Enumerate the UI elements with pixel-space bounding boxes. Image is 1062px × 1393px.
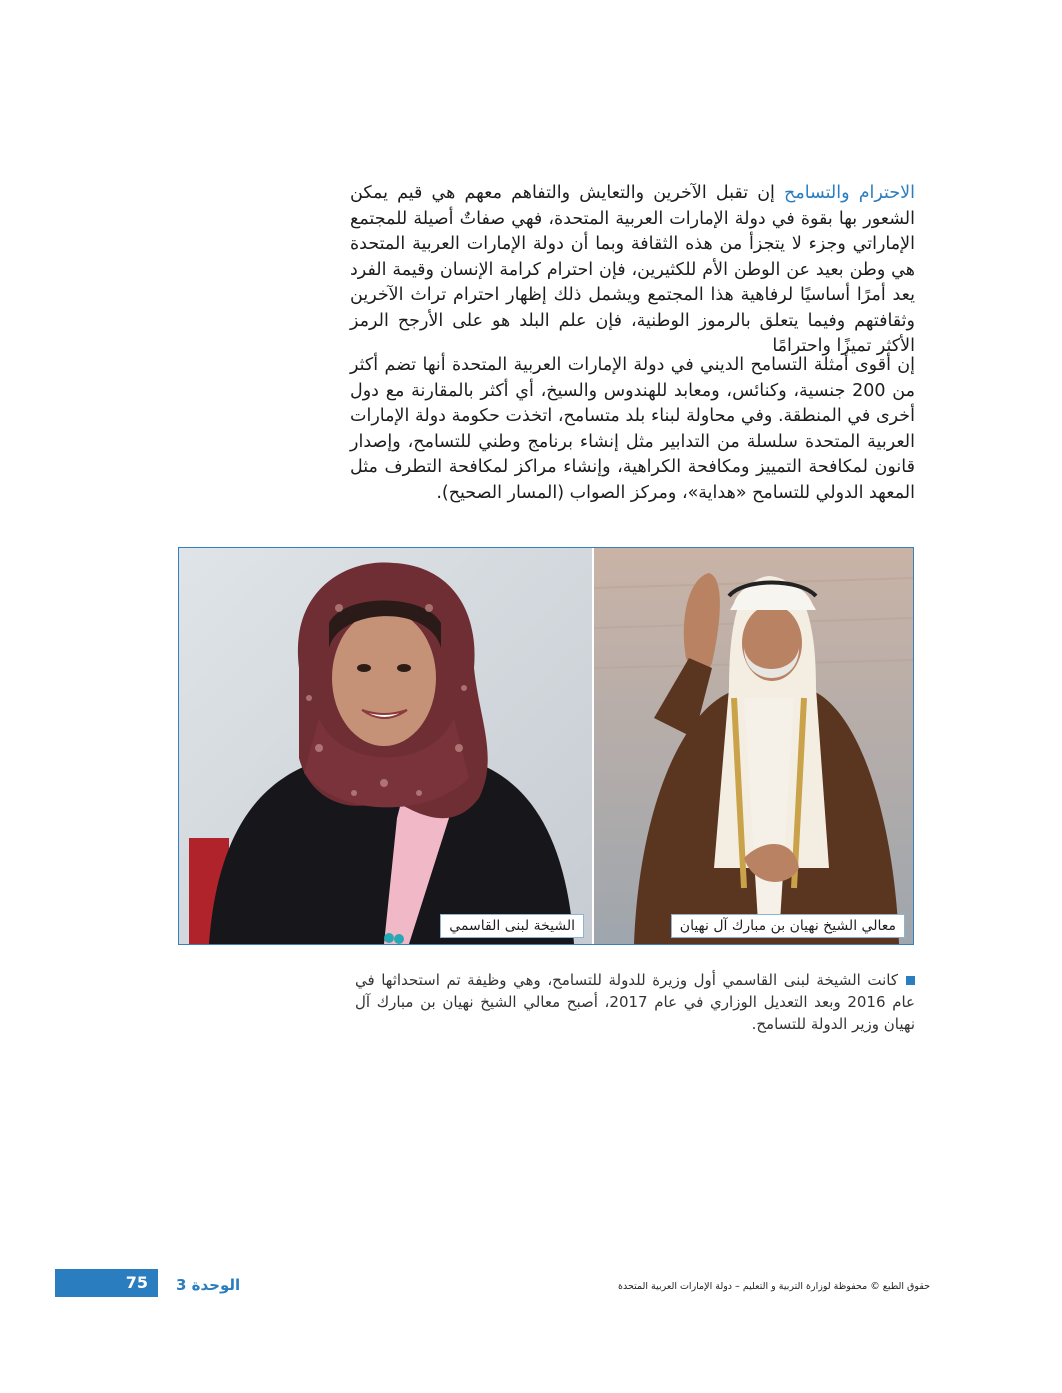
photo-sheikha-lubna [179,548,592,944]
photo-label-sheikha-lubna: الشيخة لبنى القاسمي [440,914,584,938]
paragraph-respect-tolerance [350,181,915,360]
photo-sheikh-nahyan [594,548,913,944]
photo-label-sheikh-nahyan: معالي الشيخ نهيان بن مبارك آل نهيان [671,914,905,938]
paragraph-2-text: إن أقوى أمثلة التسامح الديني في دولة الإمارات العربية المتحدة أنها تضم أكثر من 200 جنسية، وكنائس، ومعابد للهندوس والسيخ، أي أكثر بالمقارنة مع دول أخرى في المنطقة. وفي محاولة لبناء بلد متسامح، اتخذت حكومة دولة الإمارات العربية المتحدة سلسلة من التدابير مثل إنشاء برنامج وطني للتسامح، وإصدار قانون لمكافحة التمييز ومكافحة الكراهية، وإنشاء مراكز لمكافحة التطرف مثل المعهد الدولي للتسامح «هداية»، ومركز الصواب (المسار الصحيح). [350,355,915,503]
portrait-woman-illustration [179,548,592,944]
photo-panel [178,547,914,945]
highlighted-term: الاحترام والتسامح [784,183,915,203]
page-number-tab [55,1269,158,1297]
paragraph-1-text: إن تقبل الآخرين والتعايش والتفاهم معهم هي قيم يمكن الشعور بها بقوة في دولة الإمارات العربية المتحدة، فهي صفاتٌ أصيلة للمجتمع الإماراتي وجزء لا يتجزأ من هذه الثقافة وبما أن دولة الإمارات العربية المتحدة هي وطن بعيد عن الوطن الأم للكثيرين، فإن احترام كرامة الإنسان وقيمة الفرد يعد أمرًا أساسيًا لرفاهية هذا المجتمع ويشمل ذلك إظهار احترام تراث الآخرين وثقافتهم وفيما يتعلق بالرموز الوطنية، فإن علم البلد هو على الأرجح الرمز الأكثر تميزًا واحترامًا [350,183,915,356]
page-number: 75 [125,1273,148,1292]
photo-caption [355,969,915,1035]
unit-label: الوحدة 3 [176,1276,241,1294]
caption-bullet-icon [906,976,915,985]
copyright-notice: حقوق الطبع © محفوظة لوزارة التربية و التعليم – دولة الإمارات العربية المتحدة [618,1281,930,1292]
paragraph-religious-tolerance [350,353,915,506]
portrait-man-illustration [594,548,913,944]
caption-text: كانت الشيخة لبنى القاسمي أول وزيرة للدولة للتسامح، وهي وظيفة تم استحداثها في عام 2016 وبعد التعديل الوزاري في عام 2017، أصبح معالي الشيخ نهيان بن مبارك آل نهيان وزير الدولة للتسامح. [355,971,915,1033]
